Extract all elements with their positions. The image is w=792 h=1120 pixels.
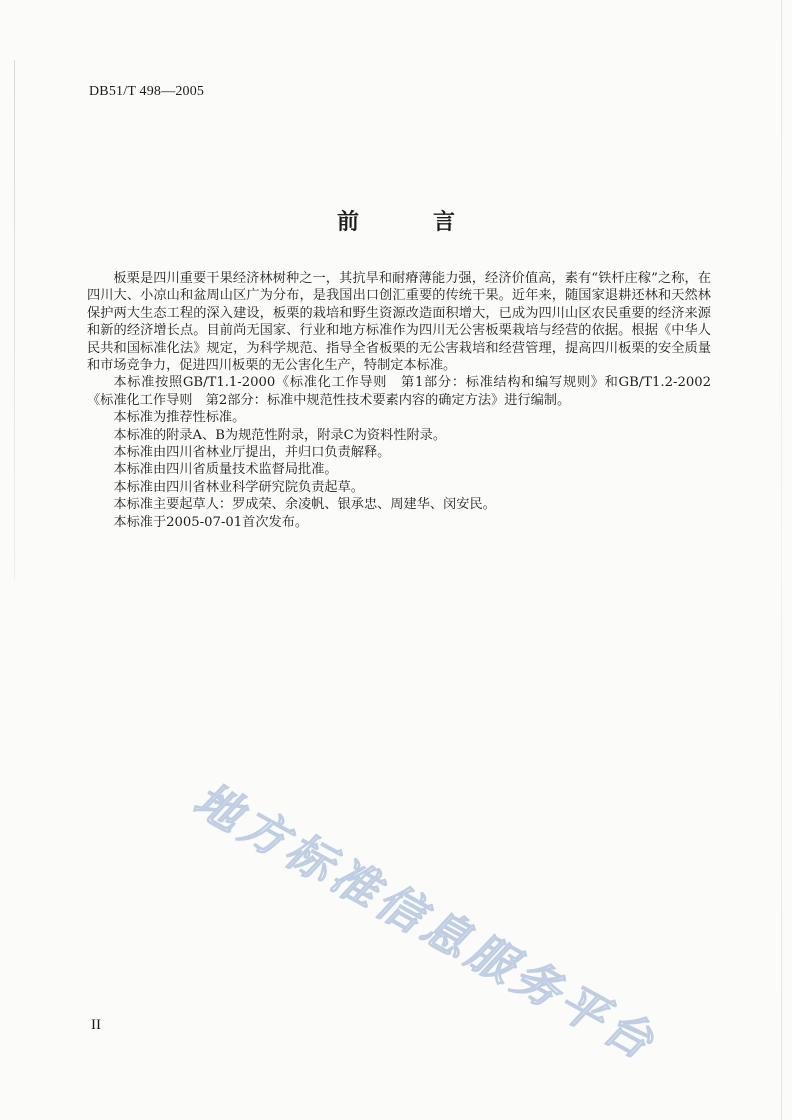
paragraph-proposer: 本标准由四川省林业厅提出，并归口负责解释。 xyxy=(113,445,391,461)
scan-edge-line-right xyxy=(781,0,782,1120)
paragraph-recommended: 本标准为推荐性标准。 xyxy=(113,410,246,426)
paragraph-appendix: 本标准的附录A、B为规范性附录，附录C为资料性附录。 xyxy=(113,427,447,443)
foreword-body xyxy=(87,270,711,531)
paragraph-release: 本标准于2005-07-01首次发布。 xyxy=(113,514,309,530)
watermark: 地方标准信息服务平台 xyxy=(185,772,667,1072)
paragraph-approver: 本标准由四川省质量技术监督局批准。 xyxy=(113,462,338,478)
paragraph-intro: 板栗是四川重要干果经济林树种之一，其抗旱和耐瘠薄能力强，经济价值高，素有“铁杆庄稼”之称，在四川大、小凉山和盆周山区广为分布，是我国出口创汇重要的传统干果。近年来，随国家退耕还林和天然林保护两大生态工程的深入建设，板栗的栽培和野生资源改造面积增大，已成为四川山区农民重要的经济来源和新的经济增长点。目前尚无国家、行业和地方标准作为四川无公害板栗栽培与经营的依据。根据《中华人民共和国标准化法》规定，为科学规范、指导全省板栗的无公害栽培和经营管理，提高四川板栗的安全质量和市场竞争力，促进四川板栗的无公害化生产，特制定本标准。 xyxy=(87,271,711,374)
paragraph-drafters: 本标准主要起草人：罗成荣、余凌帆、银承忠、周建华、闵安民。 xyxy=(113,497,496,513)
page-number: II xyxy=(91,1017,101,1033)
paragraph-drafting-basis: 本标准按照GB/T1.1-2000《标准化工作导则 第1部分：标准结构和编写规则》和GB/T1.2-2002《标准化工作导则 第2部分：标准中规范性技术要素内容的确定方法》进行编制。 xyxy=(87,375,711,408)
document-code: DB51/T 498—2005 xyxy=(89,84,205,99)
scan-edge-line xyxy=(14,60,15,580)
page-title: 前 言 xyxy=(336,210,481,235)
paragraph-drafting-org: 本标准由四川省林业科学研究院负责起草。 xyxy=(113,479,364,495)
